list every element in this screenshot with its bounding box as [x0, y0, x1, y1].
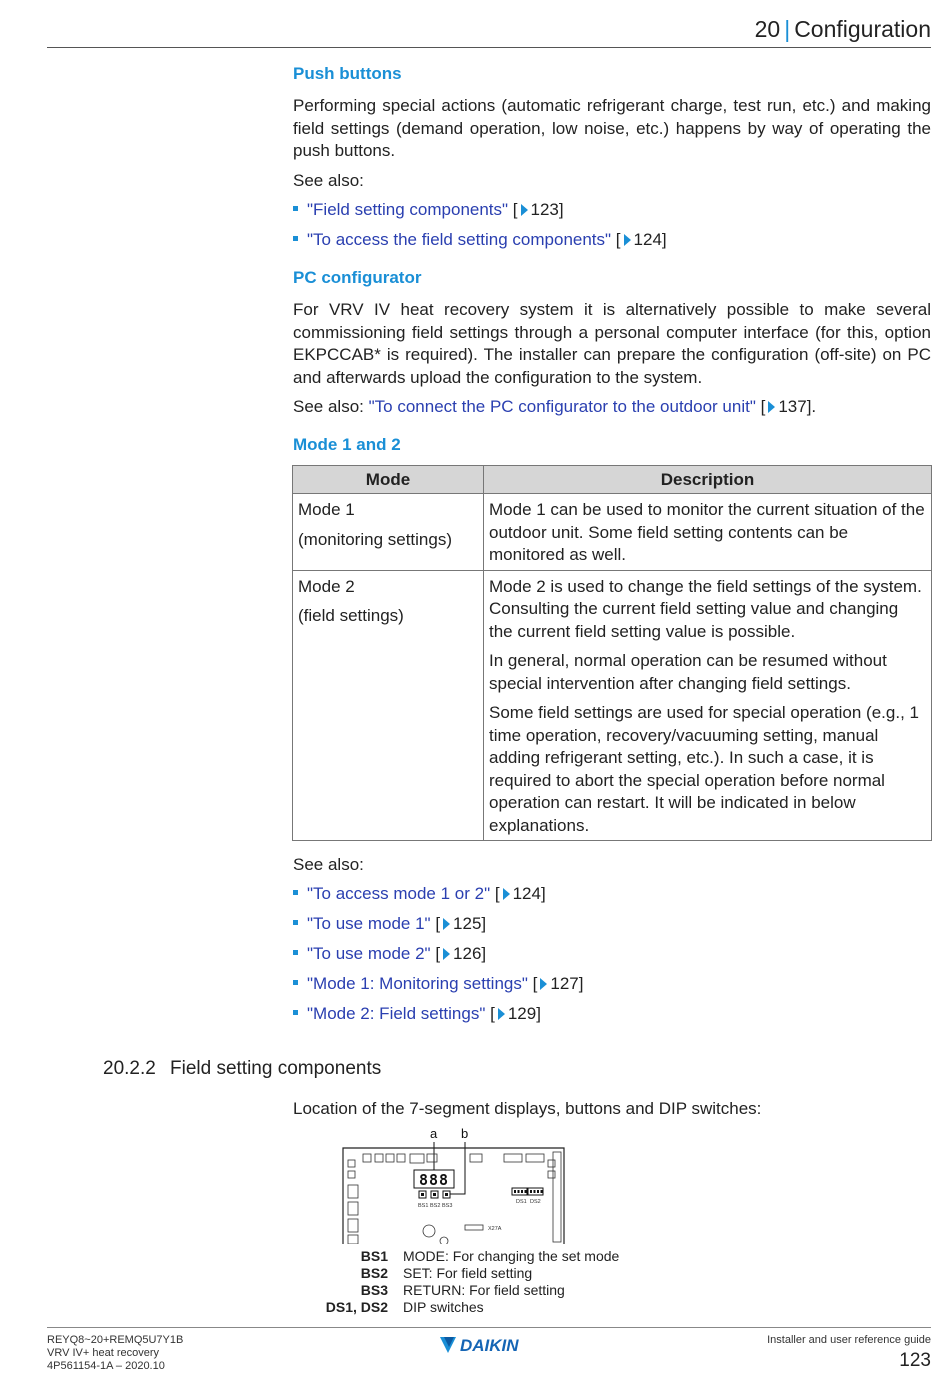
description-text: In general, normal operation can be resumed without special intervention after changing field settings. — [489, 651, 887, 693]
legend-value: MODE: For changing the set mode — [403, 1248, 620, 1264]
push-buttons-link-2[interactable]: "To access the field setting components" [ 124] — [293, 230, 667, 250]
bullet-icon — [293, 206, 298, 211]
link-text[interactable]: "To use mode 2" — [307, 944, 431, 963]
callout-a: a — [430, 1126, 438, 1141]
bs2-button-dot — [433, 1193, 436, 1196]
description-text: Mode 2 is used to change the field settings of the system. Consulting the current field setting value and changing the current field setting value is possible. — [489, 576, 922, 641]
footer-product: VRV IV+ heat recovery — [47, 1347, 159, 1359]
bullet-icon — [293, 980, 298, 985]
legend-value: SET: For field setting — [403, 1265, 533, 1281]
connector — [470, 1154, 482, 1162]
page-arrow-icon — [624, 234, 631, 246]
bs3-label: BS3 — [442, 1203, 453, 1209]
connector — [363, 1154, 371, 1162]
connector — [386, 1154, 394, 1162]
section-number: 20.2.2 — [103, 1058, 156, 1079]
connector — [548, 1160, 555, 1167]
bs1-button-dot — [421, 1193, 424, 1196]
description-text: Some field settings are used for special operation (e.g., 1 time operation, recovery/vacuuming setting, manual adding refrigerant setting, etc.). In such a case, it is required to abort the special operation before normal operation can restart. It will be indicated in below explanations. — [489, 703, 919, 835]
link-text[interactable]: "Mode 2: Field settings" — [307, 1004, 486, 1023]
page-arrow-icon — [503, 888, 510, 900]
page-number: 123 — [899, 1350, 931, 1371]
dip-lever — [541, 1190, 543, 1193]
table-row — [293, 570, 932, 841]
link-text[interactable]: "Field setting components" — [307, 200, 509, 219]
page-arrow-icon — [521, 204, 528, 216]
bullet-icon — [293, 236, 298, 241]
link-suffix: ]. — [806, 397, 817, 416]
push-buttons-link-1[interactable]: "Field setting components" [ 123] — [293, 200, 564, 220]
legend-value: DIP switches — [403, 1299, 484, 1315]
bs3-button-dot — [445, 1193, 448, 1196]
push-buttons-see-also: See also: — [293, 171, 364, 190]
description-cell — [484, 494, 932, 571]
x27a-connector — [465, 1225, 483, 1230]
mode-cell — [293, 494, 484, 571]
legend-key: BS2 — [360, 1265, 388, 1281]
chapter-title: Configuration — [794, 16, 931, 42]
page-header — [755, 16, 931, 43]
modes-link-2[interactable]: "To use mode 1" [ 125] — [293, 914, 486, 934]
description-cell — [484, 570, 932, 841]
bs1-label: BS1 — [418, 1203, 429, 1209]
connector — [553, 1152, 561, 1242]
modes-table — [292, 465, 932, 841]
mode-subtitle: (field settings) — [298, 606, 404, 625]
dip-lever — [537, 1190, 539, 1193]
connector — [375, 1154, 383, 1162]
bullet-icon — [293, 890, 298, 895]
page-arrow-icon — [443, 948, 450, 960]
push-buttons-heading: Push buttons — [293, 64, 402, 83]
connector — [348, 1219, 358, 1232]
modes-link-5[interactable]: "Mode 2: Field settings" [ 129] — [293, 1004, 541, 1024]
dip-lever — [518, 1190, 520, 1193]
header-description: Description — [484, 466, 932, 494]
pcb-diagram — [330, 1124, 580, 1244]
header-mode: Mode — [293, 466, 484, 494]
header-separator: | — [784, 16, 791, 42]
dip-lever — [530, 1190, 532, 1193]
modes-link-1[interactable]: "To access mode 1 or 2" [ 124] — [293, 884, 546, 904]
dip-lever — [514, 1190, 516, 1193]
see-also-label: See also: — [293, 397, 364, 416]
chapter-number: 20 — [754, 16, 781, 42]
link-text[interactable]: "Mode 1: Monitoring settings" — [307, 974, 528, 993]
daikin-logo — [438, 1333, 542, 1357]
page-ref: 125 — [453, 914, 482, 933]
page-ref: 127 — [550, 974, 579, 993]
bullet-icon — [293, 920, 298, 925]
footer-rule — [47, 1327, 931, 1328]
page-ref: 124 — [512, 884, 541, 903]
ds2-label: DS2 — [530, 1199, 541, 1205]
connector — [410, 1154, 424, 1163]
page-ref: 129 — [507, 1004, 537, 1023]
modes-link-4[interactable]: "Mode 1: Monitoring settings" [ 127] — [293, 974, 583, 994]
legend-value: RETURN: For field setting — [403, 1282, 565, 1298]
x27a-label: X27A — [488, 1226, 502, 1232]
mode-name: Mode 2 — [298, 576, 355, 596]
page-arrow-icon — [768, 401, 775, 413]
legend-key: BS1 — [360, 1248, 388, 1264]
ds1-label: DS1 — [516, 1199, 527, 1205]
bs2-label: BS2 — [430, 1203, 441, 1209]
connector — [504, 1154, 522, 1162]
footer-guide: Installer and user reference guide — [767, 1334, 931, 1346]
connector — [348, 1160, 355, 1167]
connector — [348, 1171, 355, 1178]
description-text: Mode 1 can be used to monitor the current situation of the outdoor unit. Some field setting contents can be monitored as well. — [489, 500, 925, 564]
page-arrow-icon — [498, 1008, 505, 1020]
push-buttons-body: Performing special actions (automatic refrigerant charge, test run, etc.) and making field settings (demand operation, low noise, etc.) happens by way of operating the push buttons. — [293, 96, 931, 160]
link-text[interactable]: "To access mode 1 or 2" — [307, 884, 491, 903]
table-header-row — [293, 466, 932, 494]
connector — [348, 1202, 358, 1215]
section-title: Field setting components — [170, 1058, 382, 1079]
mode-cell — [293, 570, 484, 841]
page-ref: 126 — [453, 944, 482, 963]
connector — [348, 1185, 358, 1198]
page-arrow-icon — [540, 978, 547, 990]
footer-model: REYQ8~20+REMQ5U7Y1B — [47, 1334, 184, 1346]
legend-key: BS3 — [360, 1282, 388, 1298]
callout-b: b — [461, 1126, 469, 1141]
capacitor — [440, 1237, 448, 1244]
connector — [526, 1154, 544, 1162]
link-text[interactable]: "To use mode 1" — [307, 914, 431, 933]
mode-name: Mode 1 — [298, 500, 355, 519]
page-ref: 137 — [778, 397, 807, 416]
daikin-logo-icon — [438, 1333, 542, 1357]
capacitor — [423, 1225, 435, 1237]
mode-subtitle: (monitoring settings) — [298, 529, 453, 549]
connector — [548, 1171, 555, 1178]
modes-link-3[interactable]: "To use mode 2" [ 126] — [293, 944, 486, 964]
segment-digits: 888 — [418, 1171, 450, 1189]
dip-lever — [534, 1190, 536, 1193]
dip-lever — [521, 1190, 523, 1193]
link-text[interactable]: "To connect the PC configurator to the outdoor unit" — [368, 397, 756, 416]
board-outline — [343, 1148, 564, 1244]
page-ref: 123 — [530, 200, 559, 219]
modes-see-also: See also: — [293, 855, 364, 874]
bullet-icon — [293, 950, 298, 955]
pc-configurator-body: For VRV IV heat recovery system it is alternatively possible to make several commissioning field settings through a personal computer interface (for this, option EKPCCAB* is required). The installer can prepare the configuration (off-site) on PC and afterwards upload the configuration to the system. — [293, 300, 931, 387]
pc-configurator-see-also[interactable]: See also: "To connect the PC configurator to the outdoor unit" [ 137]. — [293, 397, 817, 416]
connector — [348, 1235, 358, 1244]
connector — [427, 1154, 437, 1162]
table-row — [293, 494, 932, 571]
footer-docnum: 4P561154-1A – 2020.10 — [47, 1360, 165, 1372]
section-intro: Location of the 7-segment displays, buttons and DIP switches: — [293, 1099, 762, 1118]
bullet-icon — [293, 1010, 298, 1015]
footer-left — [47, 1334, 183, 1373]
legend-key: DS1, DS2 — [325, 1299, 388, 1315]
page-ref: 124 — [633, 230, 662, 249]
modes-heading: Mode 1 and 2 — [293, 435, 401, 454]
page-arrow-icon — [443, 918, 450, 930]
header-rule — [47, 47, 931, 48]
connector — [397, 1154, 405, 1162]
link-text[interactable]: "To access the field setting components" — [307, 230, 612, 249]
dip-lever — [525, 1190, 527, 1193]
logo-text: DAIKIN — [460, 1336, 519, 1355]
pc-configurator-heading: PC configurator — [293, 268, 422, 287]
